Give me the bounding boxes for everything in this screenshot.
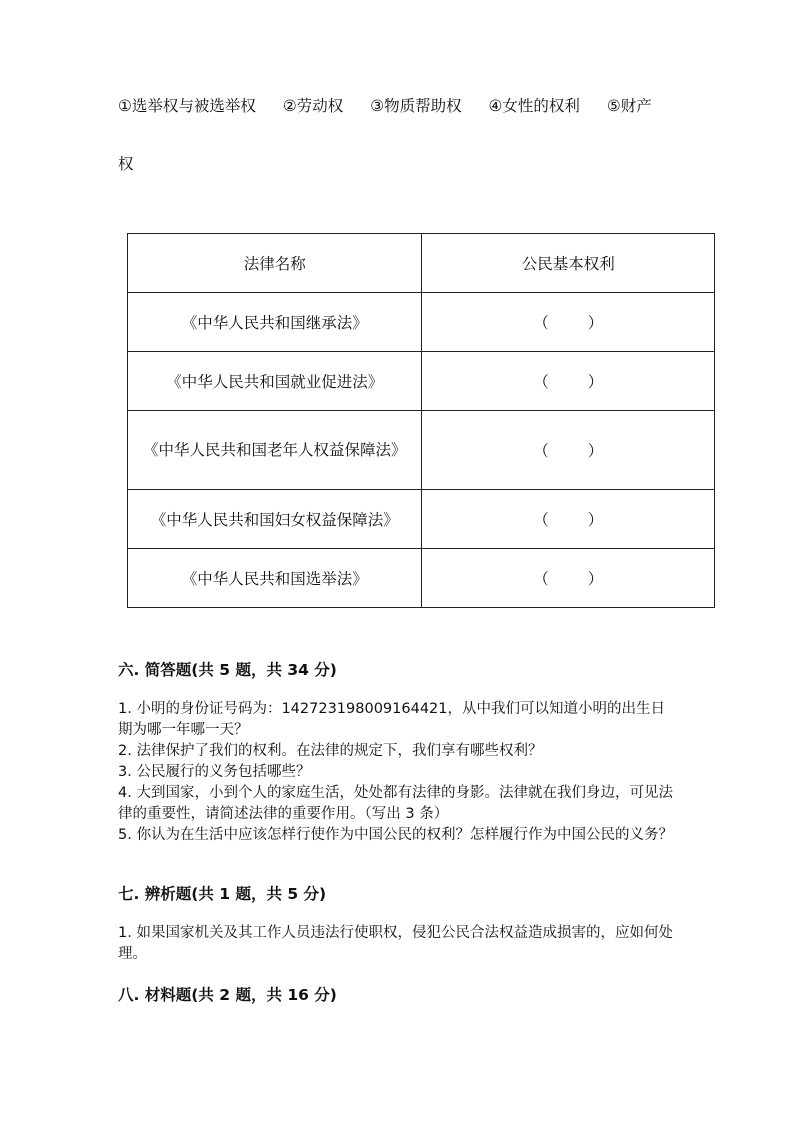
option-1: ①选举权与被选举权: [118, 97, 256, 115]
law-name-cell: 《中华人民共和国妇女权益保障法》: [128, 490, 422, 549]
law-name-cell: 《中华人民共和国就业促进法》: [128, 352, 422, 411]
option-3: ③物质帮助权: [370, 97, 462, 115]
table-row: [128, 352, 715, 411]
option-2: ②劳动权: [282, 97, 344, 115]
answer-blank[interactable]: （ ）: [422, 411, 715, 490]
law-name-cell: 《中华人民共和国老年人权益保障法》: [128, 411, 422, 490]
question-6-3: 3. 公民履行的义务包括哪些？: [118, 764, 311, 780]
answer-blank[interactable]: （ ）: [422, 549, 715, 608]
header-basic-rights: 公民基本权利: [422, 234, 715, 293]
header-law-name: 法律名称: [128, 234, 422, 293]
section-8-title: 八. 材料题(共 2 题，共 16 分): [118, 986, 337, 1004]
option-5-continuation: 权: [118, 155, 134, 173]
question-7-1: 1. 如果国家机关及其工作人员违法行使职权，侵犯公民合法权益造成损害的，应如何处理。: [118, 925, 673, 962]
rights-options: [118, 94, 678, 118]
question-6-2: 2. 法律保护了我们的权利。在法律的规定下，我们享有哪些权利？: [118, 743, 543, 759]
law-rights-table: [127, 233, 715, 608]
question-6-1: 1. 小明的身份证号码为：142723198009164421，从中我们可以知道小明的出生日期为哪一年哪一天？: [118, 701, 665, 738]
table-row: [128, 490, 715, 549]
answer-blank[interactable]: （ ）: [422, 490, 715, 549]
option-4: ④女性的权利: [488, 97, 580, 115]
law-name-cell: 《中华人民共和国继承法》: [128, 293, 422, 352]
law-name-cell: 《中华人民共和国选举法》: [128, 549, 422, 608]
question-6-4: 4. 大到国家，小到个人的家庭生活，处处都有法律的身影。法律就在我们身边，可见法律的重要性，请简述法律的重要作用。（写出 3 条）: [118, 785, 673, 822]
table-header-row: [128, 234, 715, 293]
table-row: [128, 549, 715, 608]
answer-blank[interactable]: （ ）: [422, 352, 715, 411]
table-row: [128, 411, 715, 490]
question-6-5: 5. 你认为在生活中应该怎样行使作为中国公民的权利？怎样履行作为中国公民的义务？: [118, 827, 673, 843]
section-6-title: 六. 简答题(共 5 题，共 34 分): [118, 661, 337, 679]
answer-blank[interactable]: （ ）: [422, 293, 715, 352]
option-5: ⑤财产: [606, 97, 652, 115]
table-row: [128, 293, 715, 352]
section-7-title: 七. 辨析题(共 1 题，共 5 分): [118, 885, 327, 903]
